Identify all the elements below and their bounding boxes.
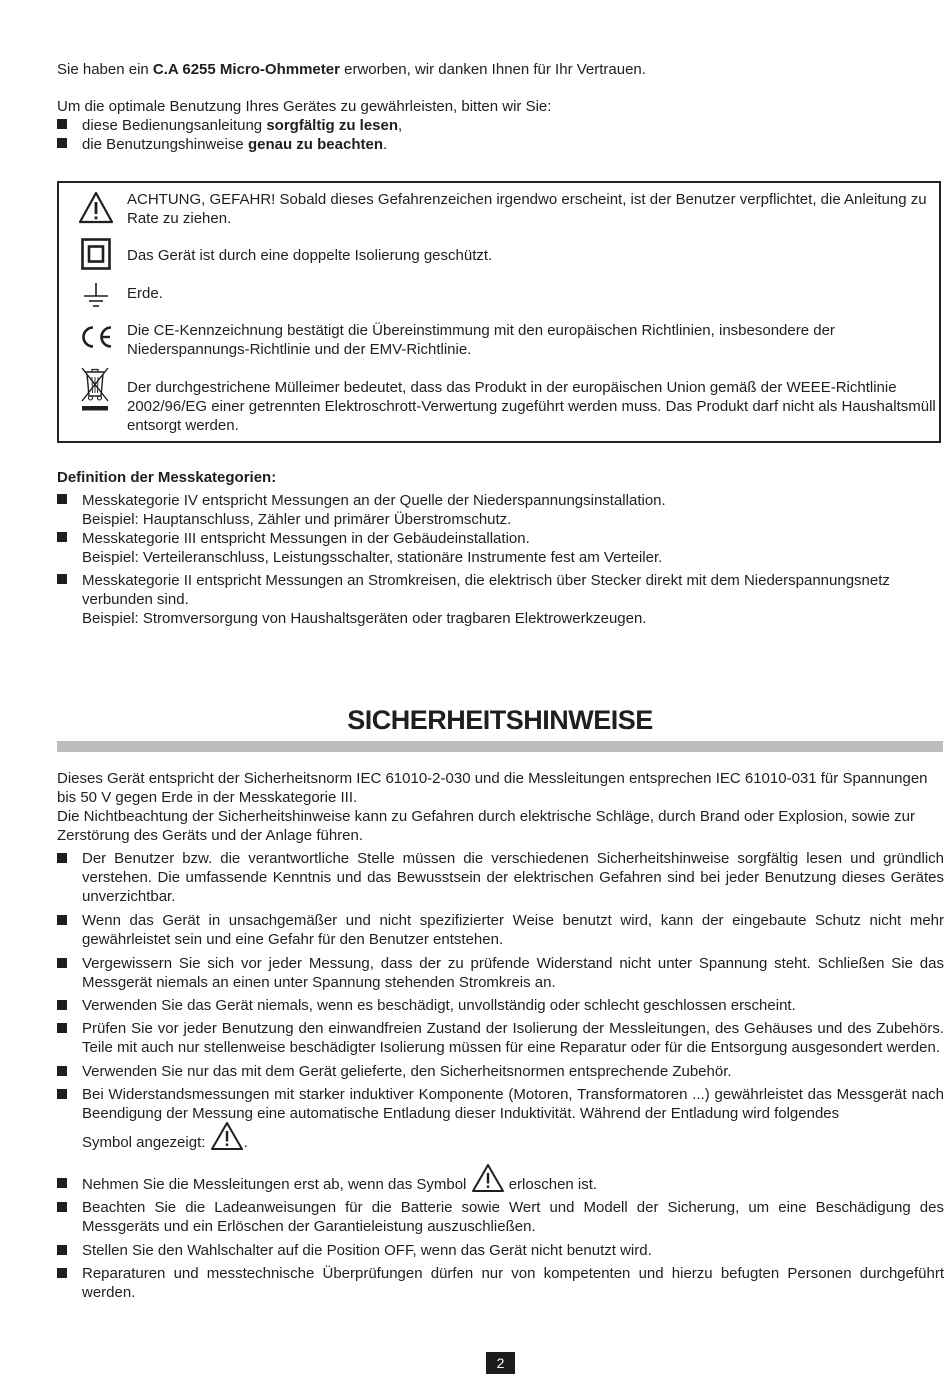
- safety-item: Verwenden Sie das Gerät niemals, wenn es beschädigt, unvollständig oder schlecht geschlossen erscheint.: [82, 997, 796, 1014]
- bullet-icon: [57, 853, 67, 863]
- intro-bullet-observe: die Benutzungshinweise genau zu beachten.: [82, 136, 388, 153]
- bullet-icon: [57, 138, 67, 148]
- weee-text: Der durchgestrichene Mülleimer bedeutet, dass das Produkt in der europäischen Union gemäß der WEEE-Richtlinie 2002/96/EG einer getrennten Elektroschrott-Verwertung zugeführt werden muss. Das Produkt darf nicht als Haushaltsmüll entsorgt werden.: [127, 379, 936, 434]
- ce-mark-icon: [79, 324, 115, 350]
- safety-item: Beachten Sie die Ladeanweisungen für die Batterie sowie Wert und Modell der Sicherung, um eine Beschädigung des Messgeräts und ein Erlöschen der Garantieleistung auszuschließen.: [82, 1199, 944, 1235]
- intro-bullet-read: diese Bedienungsanleitung sorgfältig zu lesen,: [82, 117, 403, 134]
- bullet-icon: [57, 574, 67, 584]
- bullet-icon: [57, 1089, 67, 1099]
- intro-request: Um die optimale Benutzung Ihres Gerätes zu gewährleisten, bitten wir Sie:: [57, 98, 552, 115]
- discharge-warning-icon: [471, 1163, 505, 1193]
- page-title: SICHERHEITSHINWEISE: [347, 705, 653, 735]
- bullet-icon: [57, 1000, 67, 1010]
- bullet-icon: [57, 1178, 67, 1188]
- bullet-icon: [57, 915, 67, 925]
- safety-item: Bei Widerstandsmessungen mit starker induktiver Komponente (Motoren, Transformatoren ...) gewährleistet das Messgerät nach Beendigung der Messung eine automatische Entladung dieser Induktivität. Während der Entladung wird folgendes: [82, 1086, 944, 1122]
- safety-item: Wenn das Gerät in unsachgemäßer und nicht spezifizierter Weise benutzt wird, kann der eingebaute Schutz nicht mehr gewährleistet sein und eine Gefahr für den Benutzer entstehen.: [82, 912, 944, 948]
- discharge-warning-icon: [210, 1121, 244, 1151]
- safety-item: Vergewissern Sie sich vor jeder Messung, dass der zu prüfende Widerstand nicht unter Spannung steht. Schließen Sie das Messgerät niemals an einen unter Spannung stehenden Stromkreis an.: [82, 955, 944, 991]
- ce-text: Die CE-Kennzeichnung bestätigt die Übereinstimmung mit den europäischen Richtlinien, insbesondere der Niederspannungs-Richtlinie und der EMV-Richtlinie.: [127, 322, 835, 358]
- bullet-icon: [57, 1023, 67, 1033]
- weee-bin-icon: [79, 365, 111, 415]
- bullet-icon: [57, 958, 67, 968]
- earth-text: Erde.: [127, 285, 163, 302]
- double-insulation-icon: [81, 238, 111, 270]
- double-insulation-text: Das Gerät ist durch eine doppelte Isolierung geschützt.: [127, 247, 493, 264]
- category-iv: Messkategorie IV entspricht Messungen an der Quelle der Niederspannungsinstallation. Beispiel: Hauptanschluss, Zähler und primärer Überstromschutz.: [82, 492, 666, 528]
- title-rule: [57, 741, 943, 752]
- bullet-icon: [57, 1245, 67, 1255]
- warning-triangle-icon: [78, 191, 114, 225]
- bullet-icon: [57, 1268, 67, 1278]
- safety-item: Der Benutzer bzw. die verantwortliche Stelle müssen die verschiedenen Sicherheitshinweise sorgfältig lesen und gründlich verstehen. Die umfassende Kenntnis und das Bewusstsein der elektrischen Gefahren sind bei jeder Benutzung dieses Gerätes unverzichtbar.: [82, 850, 944, 905]
- earth-ground-icon: [82, 281, 110, 309]
- bullet-icon: [57, 1066, 67, 1076]
- bullet-icon: [57, 494, 67, 504]
- bullet-icon: [57, 1202, 67, 1212]
- intro-line: Sie haben ein C.A 6255 Micro-Ohmmeter erworben, wir danken Ihnen für Ihr Vertrauen.: [57, 61, 646, 78]
- warning-text: ACHTUNG, GEFAHR! Sobald dieses Gefahrenzeichen irgendwo erscheint, ist der Benutzer verpflichtet, die Anleitung zu Rate zu ziehen.: [127, 191, 927, 227]
- bullet-icon: [57, 119, 67, 129]
- safety-item: Verwenden Sie nur das mit dem Gerät gelieferte, den Sicherheitsnormen entsprechende Zubehör.: [82, 1063, 732, 1080]
- safety-item-symbol-line: Symbol angezeigt: .: [82, 1121, 944, 1152]
- categories-heading: Definition der Messkategorien:: [57, 469, 277, 486]
- safety-item: Reparaturen und messtechnische Überprüfungen dürfen nur von kompetenten und hierzu befugten Personen durchgeführt werden.: [82, 1265, 944, 1301]
- safety-intro: Dieses Gerät entspricht der Sicherheitsnorm IEC 61010-2-030 und die Messleitungen entsprechen IEC 61010-031 für Spannungen bis 50 V gegen Erde in der Messkategorie III. Die Nichtbeachtung der Sicherheitshinweise kann zu Gefahren durch elektrische Schläge, durch Brand oder Explosion, sowie zur Zerstörung des Geräts und der Anlage führen.: [57, 770, 928, 844]
- page-number: 2: [486, 1352, 515, 1374]
- safety-item: Prüfen Sie vor jeder Benutzung den einwandfreien Zustand der Isolierung der Messleitungen, des Gehäuses und des Zubehörs. Teile mit auch nur stellenweise beschädigter Isolierung müssen für eine Reparatur oder für die Entsorgung ausgesondert werden.: [82, 1020, 944, 1056]
- category-ii: Messkategorie II entspricht Messungen an Stromkreisen, die elektrisch über Stecker direkt mit dem Niederspannungsnetz verbunden sind. Beispiel: Stromversorgung von Haushaltsgeräten oder tragbaren Elektrowerkzeugen.: [82, 572, 890, 627]
- bullet-icon: [57, 532, 67, 542]
- category-iii: Messkategorie III entspricht Messungen in der Gebäudeinstallation. Beispiel: Verteileranschluss, Leistungsschalter, stationäre Instrumente fest am Verteiler.: [82, 530, 663, 566]
- safety-item: Nehmen Sie die Messleitungen erst ab, wenn das Symbol erloschen ist.: [82, 1163, 944, 1194]
- safety-item: Stellen Sie den Wahlschalter auf die Position OFF, wenn das Gerät nicht benutzt wird.: [82, 1242, 652, 1259]
